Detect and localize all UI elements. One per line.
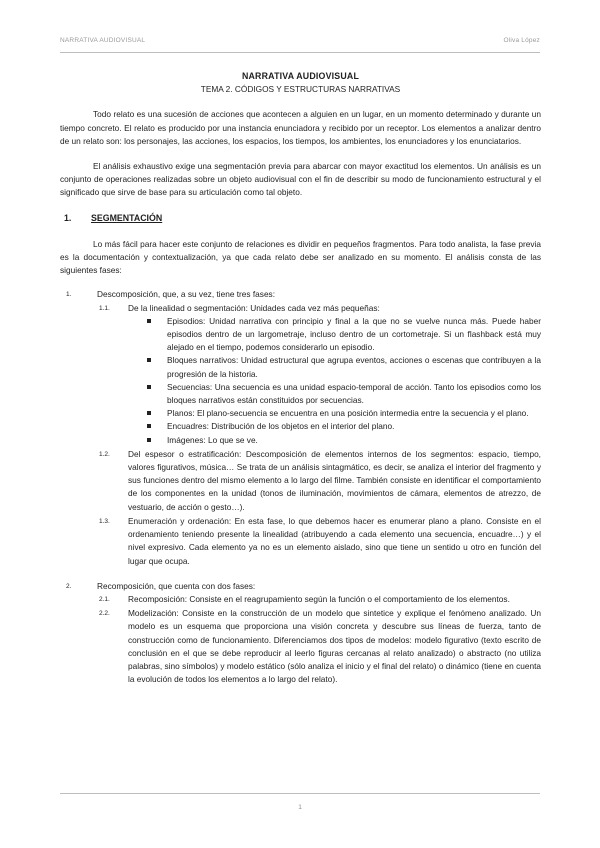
sublist-item-text: Recomposición: Consiste en el reagrupamiento según la función o el comportamiento de los elementos. — [128, 593, 510, 604]
bullet-square-icon — [147, 358, 151, 362]
list-number: 1. — [66, 291, 72, 299]
bullet-square-icon — [147, 438, 151, 442]
bullet-square-icon — [147, 385, 151, 389]
sublist-number: 1.1. — [99, 304, 110, 312]
list-item-text: Recomposición, que cuenta con dos fases: — [97, 580, 256, 591]
sublist-item — [60, 515, 541, 568]
sublist-number: 1.3. — [99, 517, 110, 525]
sublist-item — [60, 302, 541, 315]
spacer — [60, 96, 541, 108]
section-intro: Lo más fácil para hacer este conjunto de relaciones es dividir en pequeños fragmentos. Para todo analista, la fase previa es la documentación y contextualización, ya que cada relato debe ser analizado en su momento. El análisis consta de las siguientes fases: — [60, 238, 541, 276]
bullet-text: Encuadres: Distribución de los objetos en el interior del plano. — [167, 421, 395, 432]
bullet-text: Episodios: Unidad narrativa con principio y final a la que no se vuelve nunca más. Puede haber episodios dentro de un largometraje, incluso dentro de un cortometraje. Si un flashback está muy alejado en el tiempo, podemos considerarlo un episodio. — [167, 315, 541, 353]
list-item — [60, 288, 541, 301]
bullet-item — [60, 315, 541, 355]
bullet-text: Bloques narrativos: Unidad estructural que agrupa eventos, acciones o escenas que contribuyen a la progresión de la historia. — [167, 355, 541, 379]
header-course: NARRATIVA AUDIOVISUAL — [60, 37, 146, 44]
bullet-square-icon — [147, 411, 151, 415]
section-number: 1. — [64, 212, 72, 223]
intro-paragraph-1: Todo relato es una sucesión de acciones que acontecen a alguien en un lugar, en un momento determinado y durante un tiempo concreto. El relato es producido por una instancia enunciadora y recibido por un receptor. Los elementos a analizar dentro de un relato son: los personajes, las acciones, los espacios, los tiempos, los ambientes, los enunciadores y los enunciatarios. — [60, 109, 541, 146]
intro-paragraph-2: El análisis exhaustivo exige una segmentación previa para abarcar con mayor exactitud los elementos. Un análisis es un conjunto de operaciones realizadas sobre un objeto audiovisual con el fin de describir su modo de funcionamiento estructural y el significado que sirve de base para su articulación como tal objeto. — [60, 161, 541, 198]
bullet-text: Secuencias: Una secuencia es una unidad espacio-temporal de acción. Tanto los episodios como los bloques narrativos están constituidos por secuencias. — [167, 381, 541, 406]
header-rule — [60, 52, 540, 53]
sublist-item — [60, 607, 541, 686]
footer-rule — [60, 793, 540, 794]
bullet-text: Imágenes: Lo que se ve. — [167, 434, 258, 445]
page-header — [60, 37, 540, 44]
list-number: 2. — [66, 582, 72, 590]
sublist-item-text: Enumeración y ordenación: En esta fase, lo que debemos hacer es enumerar plano a plano. Consiste en el ordenamiento teniendo presente la linealidad (atribuyendo a cada elemento una secuencia, encuadre…) y el nivel expresivo. Cada elemento ya no es un elemento aislado, sino que tiene un sentido u otro en función del lugar que ocupa. — [128, 515, 541, 566]
doc-subtitle: TEMA 2. CÓDIGOS Y ESTRUCTURAS NARRATIVAS — [200, 84, 401, 95]
sublist-number: 2.2. — [99, 610, 110, 618]
sublist-item-text: Modelización: Consiste en la construcción de un modelo que sintetice y explique el fenómeno analizado. Un modelo es un esquema que proporciona una visión concreta y descubre sus líneas de fuerza, tanto de construcción como de funcionamiento. Diferenciamos dos tipos de modelos: modelo figurativo (texto escrito de conclusión en el que se debe reproducir al leerlo figuras cercanas al relato analizado) o abstracto (no utiliza palabras, sino símbolos) y modelo estático (sólo analiza el inicio y el final del relato) o dinámico (tiene en cuenta la evolución de todos los elementos a lo largo del relato). — [128, 608, 541, 685]
list-item — [60, 580, 541, 593]
page-number: 1 — [298, 804, 302, 811]
header-author: Oliva López — [503, 37, 540, 44]
sublist-item-text: De la linealidad o segmentación: Unidades cada vez más pequeñas: — [128, 302, 380, 313]
bullet-square-icon — [147, 319, 151, 323]
bullet-item — [60, 381, 541, 407]
bullet-item — [60, 407, 541, 420]
spacer — [60, 148, 541, 160]
bullet-square-icon — [147, 424, 151, 428]
bullet-item — [60, 420, 541, 433]
sublist-item — [60, 448, 541, 514]
sublist-item — [60, 593, 541, 606]
doc-title: NARRATIVA AUDIOVISUAL — [241, 71, 360, 81]
sublist-number: 2.1. — [99, 595, 110, 603]
bullet-item — [60, 354, 541, 380]
list-item-text: Descomposición, que, a su vez, tiene tres fases: — [97, 289, 276, 300]
section-title: SEGMENTACIÓN — [91, 212, 163, 223]
bullet-text: Planos: El plano-secuencia se encuentra en una posición intermedia entre la secuencia y el plano. — [167, 408, 529, 419]
sublist-number: 1.2. — [99, 450, 110, 458]
section-heading — [60, 212, 541, 225]
document-body — [60, 68, 541, 686]
bullet-item — [60, 434, 541, 447]
sublist-item-text: Del espesor o estratificación: Descomposición de elementos internos de los segmentos: espacio, tiempo, valores figurativos, música… Se trata de un análisis sintagmático, es decir, se analiza el interior del fragmento y sus funciones dentro del mismo elemento a lo largo del filme. También consiste en identificar el comportamiento de los componentes en la unidad (tonos de iluminación, movimientos de cámara, elementos de atrezzo, de vestuario, de acción o gesto…). — [128, 448, 541, 512]
